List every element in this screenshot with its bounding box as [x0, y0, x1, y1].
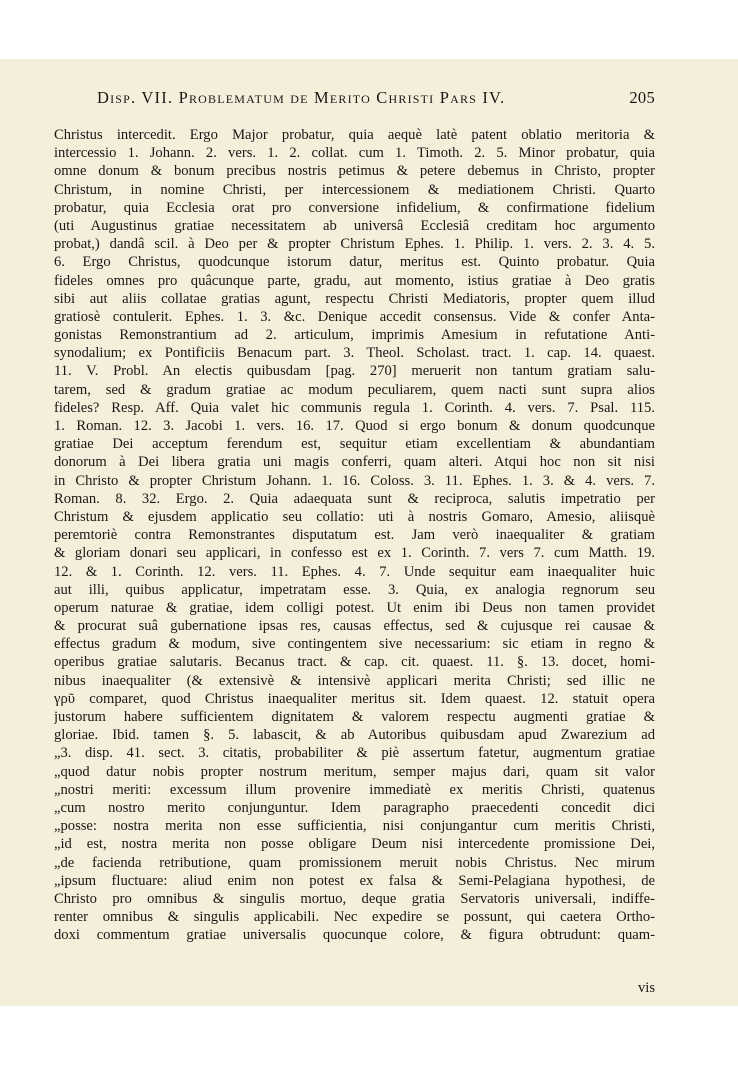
text-line: synodalium; ex Pontificiis Benacum part. 3. Theol. Scholast. tract. 1. cap. 14. quaest. [54, 345, 655, 362]
text-line: aut illi, quibus applicatur, impetratam esse. 3. Quia, ex analogia regnorum seu [54, 581, 655, 598]
text-line: in Christo & propter Christum Johann. 1. 16. Coloss. 3. 11. Ephes. 1. 3. & 4. vers. 7. [54, 472, 655, 489]
page-header [97, 88, 655, 108]
text-line: omne donum & bonum precibus nostris petimus & petere debemus in Christo, propter [54, 163, 655, 180]
text-line: justorum habere sufficientem dignitatem & valorem respectu augmenti gratiae & [54, 709, 655, 725]
text-line: gloriae. Ibid. tamen §. 5. labascit, & ab Autoribus quibusdam apud Zwarezium ad [54, 727, 655, 744]
text-line: „id est, nostra merita non posse obligare Deum nisi intercedente promissione Dei, [54, 836, 655, 853]
text-line: peremtoriè contra Remonstrantes disputatum est. Jam verò inaequaliter & gratiam [54, 527, 655, 544]
text-line: & procurat suâ gubernatione ipsas res, causas effectus, sed & cujusque rei causae & [54, 618, 655, 635]
text-line: sibi aut aliis collatae gratias agunt, respectu Christi Mediatoris, propter quem illud [54, 290, 655, 307]
text-line: operum naturae & gratiae, idem colligi potest. Ut enim ibi Deus non tamen providet [54, 599, 655, 616]
text-line: 11. V. Probl. An electis quibusdam [pag. 270] meruerit non tantum gratiam salu- [54, 363, 655, 380]
text-line: „posse: nostra merita non esse sufficientia, nisi conjungantur cum meritis Christi, [54, 818, 655, 835]
text-line: nibus inaequaliter (& extensivè & intensivè applicari merita Christi; sed illic ne [54, 672, 655, 689]
text-line: Christum, in nomine Christi, per intercessionem & mediationem Christi. Quarto [54, 181, 655, 198]
text-line: γρῦ comparet, quod Christus inaequaliter meritus sit. Idem quaest. 12. statuit opera [54, 690, 655, 707]
text-line: Christum & ejusdem applicatio seu collatio: uti à nostris Gomaro, Amesio, aliisquè [54, 508, 655, 525]
text-line: probat,) dandâ scil. à Deo per & propter Christum Ephes. 1. Philip. 1. vers. 2. 3. 4. 5. [54, 236, 655, 253]
text-line: tarem, sed & gradum gratiae ac modum peculiarem, quem nacti sunt supra alios [54, 381, 655, 398]
text-line: probatur, quia Ecclesia orat pro conversione infidelium, & confirmatione fidelium [54, 199, 655, 216]
text-line: fideles omnes pro quâcunque parte, gradu, aut momento, istius gratiae à Deo gratis [54, 272, 655, 289]
text-line: renter omnibus & singulis applicabili. Nec expedire se possunt, qui caetera Ortho- [54, 909, 655, 926]
text-line: „nostri meriti: excessum illum provenire immediatè ex meritis Christi, quatenus [54, 781, 655, 798]
text-line: „quod datur nobis propter nostrum meritum, semper majus dari, quam sit valor [54, 763, 655, 780]
text-line: Christo pro omnibus & singulis mortuo, deque gratia Servatoris universali, indiffe- [54, 890, 655, 907]
text-line: Christus intercedit. Ergo Major probatur, quia aequè latè patent oblatio meritoria & [54, 127, 655, 143]
text-line: gonistas Remonstrantium ad 2. articulum, imprimis Amesium in refutatione Anti- [54, 327, 655, 344]
text-line: operibus gratiae salutaris. Becanus tract. & cap. cit. quaest. 11. §. 13. docet, homi- [54, 654, 655, 671]
text-line: 6. Ergo Christus, quodcunque istorum datur, meritus est. Quinto probatur. Quia [54, 254, 655, 271]
text-line: „ipsum fluctuare: aliud enim non potest ex falsa & Semi-Pelagiana hypothesi, de [54, 872, 655, 889]
text-line: gratiosè contulerit. Ephes. 1. 3. &c. Denique accedit consensus. Vide & confer Anta- [54, 308, 655, 325]
text-line: 12. & 1. Corinth. 12. vers. 11. Ephes. 4. 7. Unde sequitur eam inaequaliter huic [54, 563, 655, 580]
text-line: 1. Roman. 12. 3. Jacobi 1. vers. 16. 17. Quod si ergo bonum & donum quodcunque [54, 418, 655, 434]
text-line: Roman. 8. 32. Ergo. 2. Quia adaequata sunt & reciproca, salutis impetratio per [54, 490, 655, 507]
text-line: donorum à Dei libera gratia uni magis conferri, quam alteri. Atqui hoc non sit nisi [54, 454, 655, 471]
body-text [54, 126, 655, 944]
catchword: vis [637, 980, 655, 996]
text-line: fideles? Resp. Aff. Quia valet hic communis regula 1. Corinth. 4. vers. 7. Psal. 115. [54, 399, 655, 416]
page-number: 205 [629, 88, 655, 107]
text-line: effectus gradum & modum, sive contingentem sive necessarium: sic etiam in regno & [54, 636, 655, 653]
text-line: doxi commentum gratiae universalis quocunque colore, & figura obtrudunt: quam- [54, 927, 655, 944]
text-line: „cum nostro merito conjunguntur. Idem paragrapho praecedenti concedit dici [54, 799, 655, 816]
text-line: intercessio 1. Johann. 2. vers. 1. 2. collat. cum 1. Timoth. 2. 5. Minor probatur, quia [54, 145, 655, 162]
text-line: „de facienda retributione, quam promissionem meruit nobis Christus. Nec mirum [54, 854, 655, 871]
text-line: gratiae Dei acceptum ferendum est, sequitur etiam excellentiam & abundantiam [54, 436, 655, 453]
text-line: & gloriam donari seu applicari, in confesso est ex 1. Corinth. 7. vers 7. cum Matth. 19. [54, 545, 655, 562]
running-title: Disp. VII. Problematum de Merito Christi Pars IV. [97, 88, 506, 107]
text-line: „3. disp. 41. sect. 3. citatis, probabiliter & piè assertum fatetur, augmentum gratiae [54, 745, 655, 762]
text-line: (uti Augustinus gratiae necessitatem ab universâ Ecclesiâ creditam hoc argumento [54, 217, 655, 234]
